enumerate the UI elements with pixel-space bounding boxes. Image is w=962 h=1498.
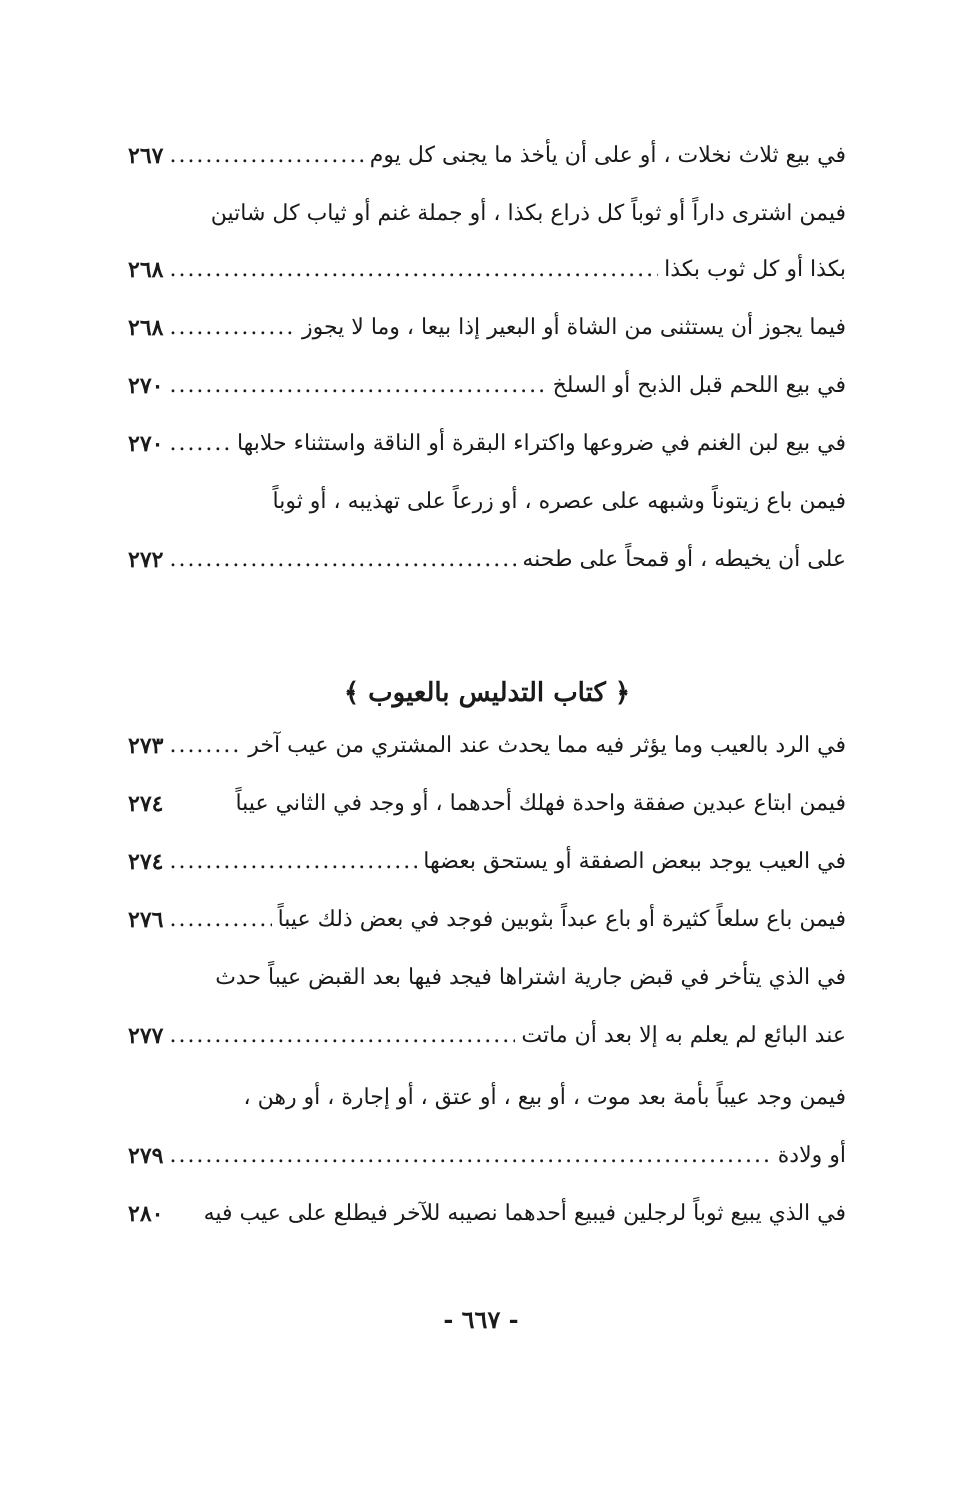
entry-text: عند البائع لم يعلم به إلا بعد أن ماتت xyxy=(521,1023,846,1048)
entry-page-number: ٢٦٧ xyxy=(128,143,164,169)
entry-text: فيما يجوز أن يستثنى من الشاة أو البعير إذا بيعا ، وما لا يجوز xyxy=(301,315,846,340)
index-entry xyxy=(128,478,846,526)
leader-dots xyxy=(169,132,363,180)
index-entry xyxy=(128,132,846,180)
index-entry xyxy=(128,304,846,352)
entry-text: في بيع لبن الغنم في ضروعها واكتراء البقرة أو الناقة واستثناء حلابها xyxy=(236,431,846,456)
entry-text: فيمن ابتاع عبدين صفقة واحدة فهلك أحدهما ، أو وجد في الثاني عيباً xyxy=(235,791,846,816)
entry-text: فيمن وجد عيباً بأمة بعد موت ، أو بيع ، أو عتق ، أو إجارة ، أو رهن ، xyxy=(243,1085,846,1110)
leader-dots xyxy=(169,1012,515,1060)
entry-page-number: ٢٧٠ xyxy=(128,431,164,457)
index-entry xyxy=(128,536,846,584)
section-heading: ﴿ كتاب التدليس بالعيوب ﴾ xyxy=(343,678,631,708)
entry-text: في الرد بالعيب وما يؤثر فيه مما يحدث عند المشتري من عيب آخر xyxy=(248,733,846,758)
entry-page-number: ٢٧٤ xyxy=(128,791,164,817)
entry-page-number: ٢٧٩ xyxy=(128,1143,164,1169)
index-entry xyxy=(128,190,846,238)
entry-page-number: ٢٦٨ xyxy=(128,315,164,341)
entry-page-number: ٢٧٤ xyxy=(128,849,164,875)
index-entry xyxy=(128,420,846,468)
leader-dots xyxy=(169,722,242,770)
entry-text: في بيع اللحم قبل الذبح أو السلخ xyxy=(552,373,846,398)
index-entry xyxy=(128,722,846,770)
entry-page-number: ٢٧٣ xyxy=(128,733,164,759)
index-entry xyxy=(128,1132,846,1180)
leader-dots xyxy=(169,304,296,352)
entry-text: فيمن اشترى داراً أو ثوباً كل ذراع بكذا ، أو جملة غنم أو ثياب كل شاتين xyxy=(210,201,846,226)
entry-text: في بيع ثلاث نخلات ، أو على أن يأخذ ما يجنى كل يوم xyxy=(369,143,846,168)
leader-dots xyxy=(169,420,231,468)
entry-page-number: ٢٧٦ xyxy=(128,907,164,933)
index-entry xyxy=(128,954,846,1002)
leader-dots xyxy=(169,896,271,944)
entry-text: فيمن باع زيتوناً وشبهه على عصره ، أو زرعاً على تهذيبه ، أو ثوباً xyxy=(272,489,846,514)
entry-page-number: ٢٧٠ xyxy=(128,373,164,399)
index-entry xyxy=(128,896,846,944)
index-entry xyxy=(128,362,846,410)
entry-text: بكذا أو كل ثوب بكذا xyxy=(664,257,846,282)
entry-text: في الذي يبيع ثوباً لرجلين فيبيع أحدهما نصيبه للآخر فيطلع على عيب فيه xyxy=(203,1201,846,1226)
leader-dots xyxy=(169,1132,771,1180)
entry-text: في الذي يتأخر في قبض جارية اشتراها فيجد فيها بعد القبض عيباً حدث xyxy=(215,965,846,990)
index-entry xyxy=(128,780,846,828)
entry-text: على أن يخيطه ، أو قمحاً على طحنه xyxy=(522,547,846,572)
index-entry xyxy=(128,246,846,294)
entry-text: فيمن باع سلعاً كثيرة أو باع عبداً بثوبين فوجد في بعض ذلك عيباً xyxy=(277,907,846,932)
leader-dots xyxy=(169,362,546,410)
page-number: - ٦٦٧ - xyxy=(443,1305,519,1334)
entry-text: أو ولادة xyxy=(777,1143,846,1168)
entry-page-number: ٢٨٠ xyxy=(128,1201,164,1227)
index-entry xyxy=(128,1012,846,1060)
entry-text: في العيب يوجد ببعض الصفقة أو يستحق بعضها xyxy=(423,849,846,874)
index-entry xyxy=(128,1190,846,1238)
index-entry xyxy=(128,1074,846,1122)
leader-dots xyxy=(169,246,658,294)
leader-dots xyxy=(169,536,516,584)
leader-dots xyxy=(169,838,417,886)
index-entry xyxy=(128,838,846,886)
entry-page-number: ٢٦٨ xyxy=(128,257,164,283)
entry-page-number: ٢٧٢ xyxy=(128,547,164,573)
entry-page-number: ٢٧٧ xyxy=(128,1023,164,1049)
